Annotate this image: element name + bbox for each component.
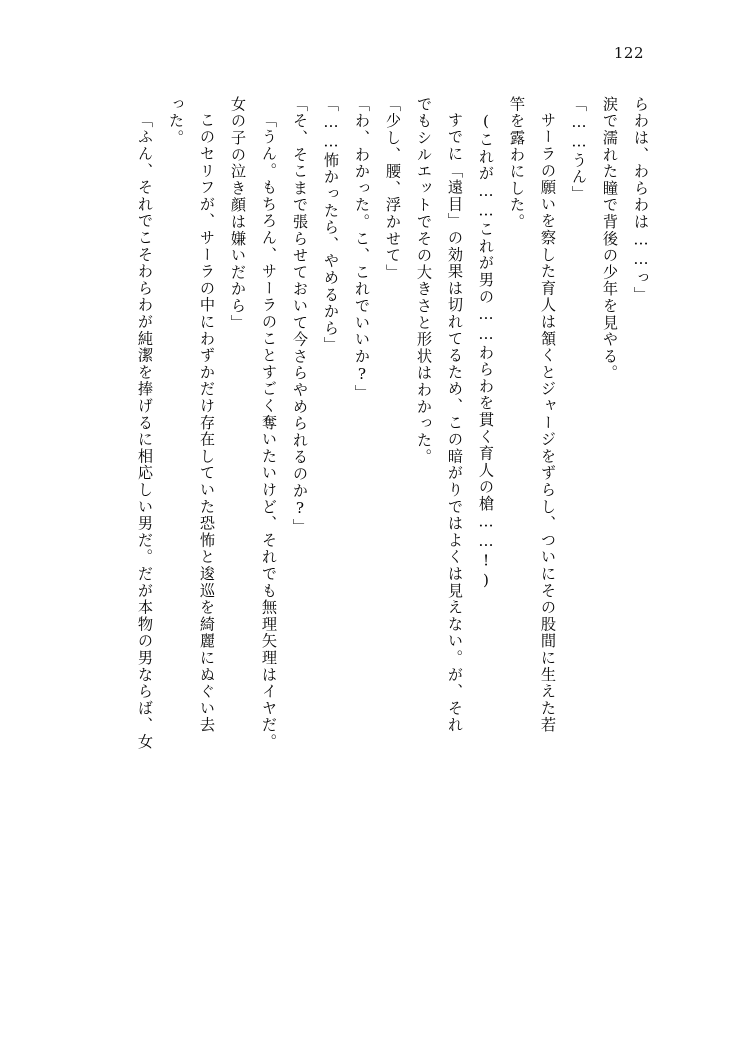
text-line: でもシルエットでその大きさと形状はわかった。 bbox=[415, 96, 433, 466]
text-line: 「少し、腰、浮かせて」 bbox=[384, 96, 402, 281]
text-line: このセリフが、サーラの中にわずかだけ存在していた恐怖と逡巡を綺麗にぬぐい去 bbox=[198, 112, 216, 734]
text-line: 「そ、そこまで張らせておいて今さらやめられるのか?」 bbox=[291, 96, 309, 536]
text-line: 「うん。もちろん、サーラのことすごく奪いたいけど、それでも無理矢理はイヤだ。 bbox=[260, 112, 278, 751]
text-line: (これが……これが男の……わらわを貫く育人の槍……!) bbox=[477, 112, 495, 591]
text-line: 涙で濡れた瞳で背後の少年を見やる。 bbox=[601, 96, 619, 382]
text-line: らわは、わらわは……っ」 bbox=[632, 96, 650, 304]
text-line: 「ふん、それでこそわらわが純潔を捧げるに相応しい男だ。だが本物の男ならば、女 bbox=[136, 112, 154, 751]
text-line: すでに「遠目」の効果は切れてるため、この暗がりではよくは見えない。が、それ bbox=[446, 112, 464, 734]
text-line: 女の子の泣き顔は嫌いだから」 bbox=[229, 96, 247, 332]
vertical-text-body bbox=[88, 96, 648, 977]
text-line: った。 bbox=[167, 96, 185, 147]
page-number: 122 bbox=[613, 44, 644, 62]
text-line: サーラの願いを察した育人は頷くとジャージをずらし、ついにその股間に生えた若 bbox=[539, 112, 557, 734]
text-line: 「……うん」 bbox=[570, 96, 588, 203]
text-line: 「……怖かったら、やめるから」 bbox=[322, 96, 340, 354]
text-line: 竿を露わにした。 bbox=[508, 96, 526, 231]
text-line: 「わ、わかった。こ、これでいいか?」 bbox=[353, 96, 371, 402]
